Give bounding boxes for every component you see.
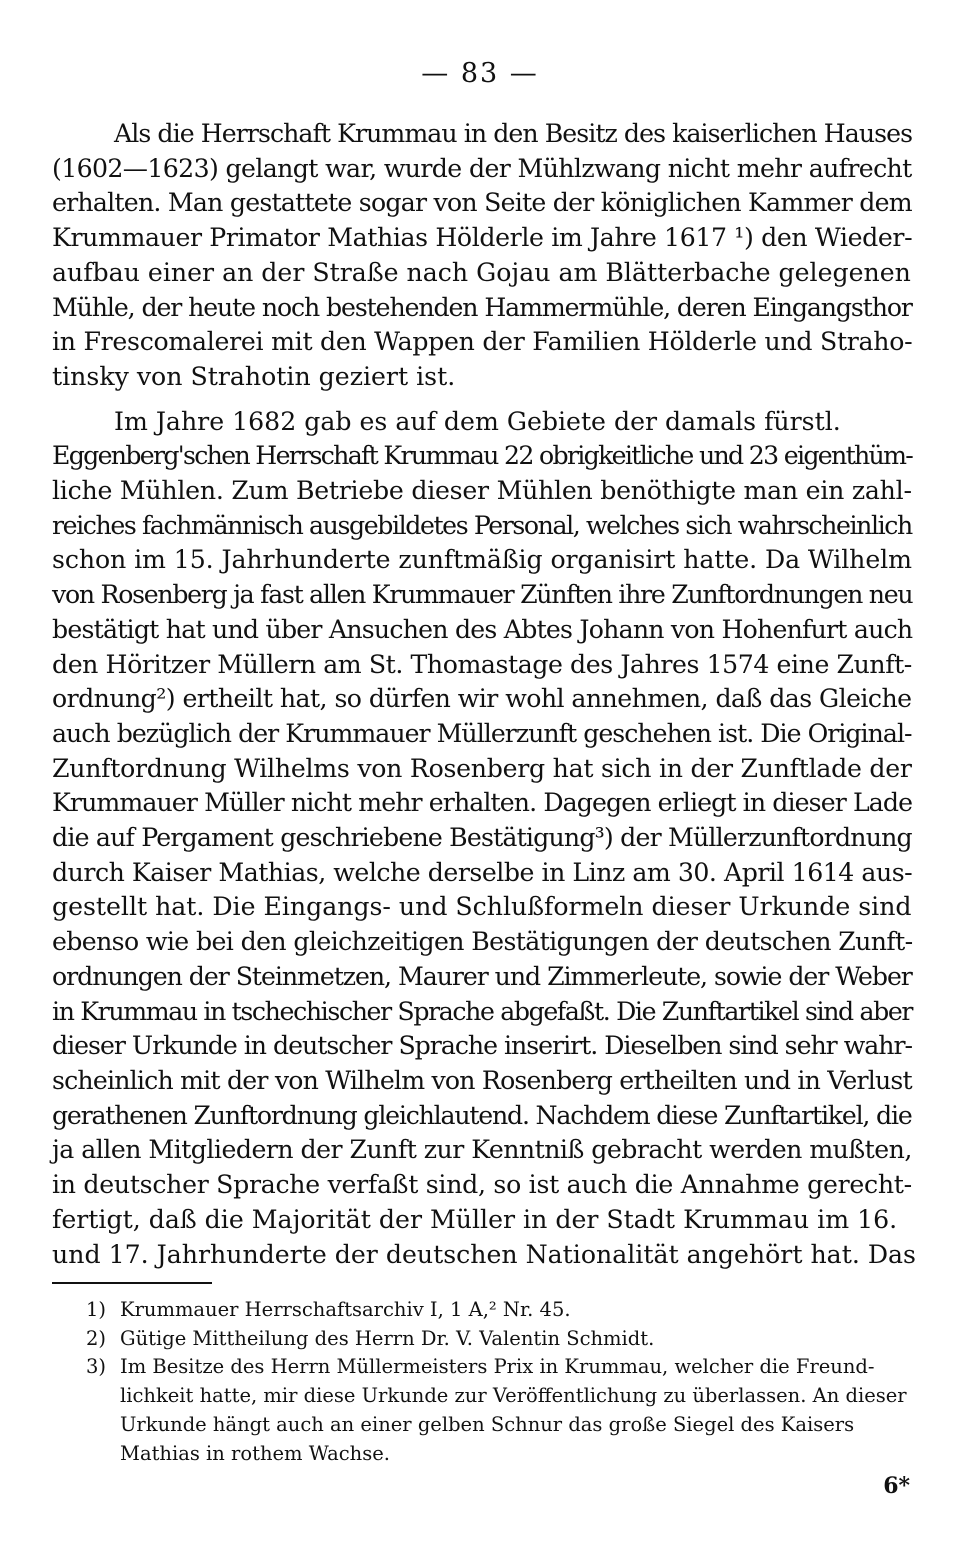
text-line: in deutscher Sprache verfaßt sind, so ist auch die Annahme gerecht- [52,1170,912,1200]
main-text [52,117,916,1272]
text-line: scheinlich mit der von Wilhelm von Rosenberg ertheilten und in Verlust [52,1065,912,1095]
text-line: fertigt, daß die Majorität der Müller in der Stadt Krummau im 16. [52,1204,898,1234]
text-line: die auf Pergament geschriebene Bestätigung³) der Müllerzunftordnung [52,823,912,853]
text-line: in Krummau in tschechischer Sprache abgefaßt. Die Zunftartikel sind aber [52,996,913,1026]
text-line: von Rosenberg ja fast allen Krummauer Zünften ihre Zunftordnungen neu [52,580,913,610]
footnote-1 [86,1296,906,1325]
footnote-line: lichkeit hatte, mir diese Urkunde zur Veröffentlichung zu überlassen. An dieser [120,1384,907,1408]
text-line: bestätigt hat und über Ansuchen des Abtes Johann von Hohenfurt auch [52,614,913,644]
text-line: durch Kaiser Mathias, welche derselbe in Linz am 30. April 1614 aus- [52,857,913,887]
text-line: tinsky von Strahotin geziert ist. [52,361,456,391]
paragraph-2 [52,405,916,1273]
text-line: in Frescomalerei mit den Wappen der Familien Hölderle und Straho- [52,327,913,357]
text-line: Zunftordnung Wilhelms von Rosenberg hat sich in der Zunftlade der [52,753,912,783]
text-line: dieser Urkunde in deutscher Sprache inserirt. Dieselben sind sehr wahr- [52,1031,912,1061]
text-line: ordnung²) ertheilt hat, so dürfen wir wohl annehmen, daß das Gleiche [52,684,912,714]
footnote-line: Mathias in rothem Wachse. [120,1441,390,1465]
footnote-text: Gütige Mittheilung des Herrn Dr. V. Valentin Schmidt. [120,1326,655,1350]
footnote-mark: 2) [86,1326,107,1350]
text-line: ebenso wie bei den gleichzeitigen Bestätigungen der deutschen Zunft- [52,927,913,957]
footnote-divider [52,1282,212,1284]
footnote-line [86,1353,906,1382]
text-line: gestellt hat. Die Eingangs- und Schlußformeln dieser Urkunde sind [52,892,912,922]
text-line: Mühle, der heute noch bestehenden Hammermühle, deren Eingangsthor [52,292,912,322]
signature-mark: 6* [883,1473,910,1499]
page-number: — 83 — [421,58,539,89]
footnote-text: Krummauer Herrschaftsarchiv I, 1 A,² Nr. 45. [120,1298,571,1321]
footnote-line [86,1296,906,1325]
text-line: und 17. Jahrhunderte der deutschen Nationalität angehört hat. Das [52,1239,916,1269]
paragraph-1 [52,117,912,395]
text-line: (1602—1623) gelangt war, wurde der Mühlzwang nicht mehr aufrecht [52,153,912,183]
text-line: ordnungen der Steinmetzen, Maurer und Zimmerleute, sowie der Weber [52,961,912,991]
footnote-line [86,1325,906,1354]
text-line: aufbau einer an der Straße nach Gojau am Blätterbache gelegenen [52,257,911,287]
text-line: den Höritzer Müllern am St. Thomastage des Jahres 1574 eine Zunft- [52,649,912,679]
text-line: liche Mühlen. Zum Betriebe dieser Mühlen benöthigte man ein zahl- [52,476,912,506]
footnote-mark: 1) [86,1298,107,1321]
footnote-mark: 3) [86,1355,107,1379]
footnote-line: Urkunde hängt auch an einer gelben Schnur das große Siegel des Kaisers [120,1412,855,1436]
text-line: Eggenberg'schen Herrschaft Krummau 22 obrigkeitliche und 23 eigenthüm- [52,441,913,471]
text-line: erhalten. Man gestattete sogar von Seite der königlichen Kammer dem [52,188,912,218]
text-line: Krummauer Müller nicht mehr erhalten. Dagegen erliegt in dieser Lade [52,788,913,818]
footnote-2 [86,1325,906,1354]
footnote-text: Im Besitze des Herrn Müllermeisters Prix in Krummau, welcher die Freund- [120,1355,875,1379]
text-line: Im Jahre 1682 gab es auf dem Gebiete der damals fürstl. [114,406,841,436]
text-line: reiches fachmännisch ausgebildetes Personal, welches sich wahrscheinlich [52,510,912,540]
footnotes [86,1296,906,1468]
text-line: gerathenen Zunftordnung gleichlautend. Nachdem diese Zunftartikel, die [52,1100,912,1130]
text-line: Als die Herrschaft Krummau in den Besitz des kaiserlichen Hauses [114,119,913,148]
text-line: Krummauer Primator Mathias Hölderle im Jahre 1617 ¹) den Wieder- [52,223,913,253]
text-line: ja allen Mitgliedern der Zunft zur Kenntniß gebracht werden mußten, [52,1135,912,1165]
text-line: auch bezüglich der Krummauer Müllerzunft geschehen ist. Die Original- [52,718,912,748]
text-line: schon im 15. Jahrhunderte zunftmäßig organisirt hatte. Da Wilhelm [52,545,912,575]
footnote-3 [86,1353,906,1468]
